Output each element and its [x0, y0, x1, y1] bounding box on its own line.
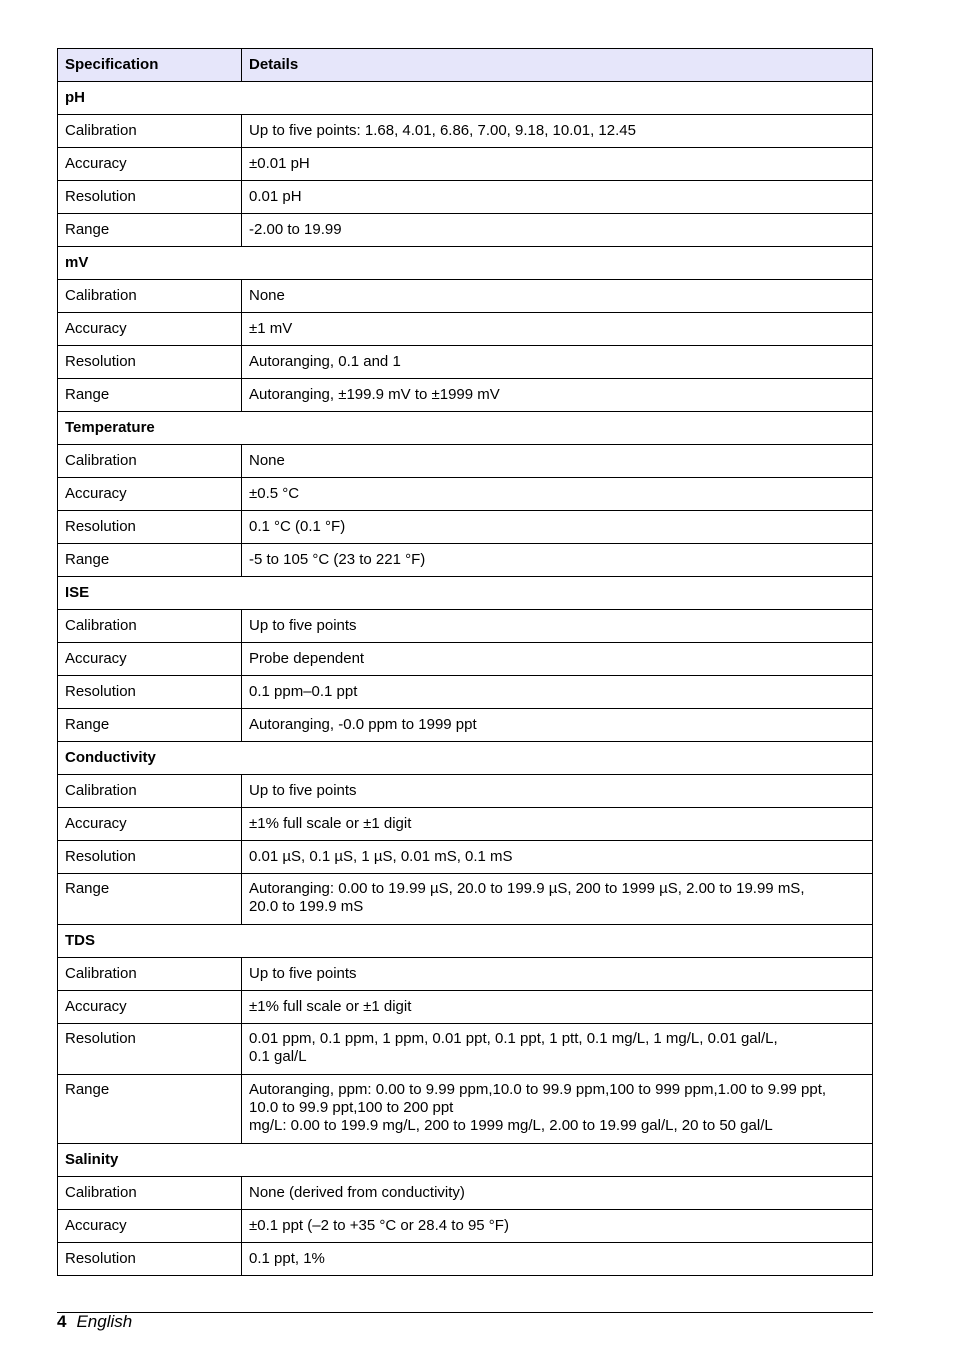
- table-row: [58, 841, 873, 874]
- spec-name-cell: Calibration: [58, 280, 242, 313]
- header-specification: Specification: [58, 49, 242, 82]
- spec-name-cell: Accuracy: [58, 808, 242, 841]
- table-row: [58, 181, 873, 214]
- spec-detail-cell: Up to five points: [242, 775, 873, 808]
- table-row: [58, 1075, 873, 1144]
- section-row-ph: [58, 82, 873, 115]
- spec-name-cell: Accuracy: [58, 991, 242, 1024]
- spec-name-cell: Calibration: [58, 445, 242, 478]
- spec-detail-cell: [242, 1024, 873, 1075]
- table-row: [58, 808, 873, 841]
- spec-detail-cell: 0.1 ppt, 1%: [242, 1243, 873, 1276]
- spec-name-cell: Resolution: [58, 676, 242, 709]
- spec-detail-cell: Autoranging, ±199.9 mV to ±1999 mV: [242, 379, 873, 412]
- table-row: [58, 544, 873, 577]
- spec-detail-cell: -2.00 to 19.99: [242, 214, 873, 247]
- spec-name-cell: Accuracy: [58, 643, 242, 676]
- spec-detail-cell: ±1 mV: [242, 313, 873, 346]
- section-row-conductivity: [58, 742, 873, 775]
- spec-name-cell: Calibration: [58, 1177, 242, 1210]
- spec-detail-cell: ±1% full scale or ±1 digit: [242, 808, 873, 841]
- spec-name-cell: Calibration: [58, 775, 242, 808]
- specifications-table-body: [58, 49, 873, 1276]
- spec-detail-cell: ±0.01 pH: [242, 148, 873, 181]
- spec-detail-line: Autoranging, ppm: 0.00 to 9.99 ppm,10.0 to 99.9 ppm,100 to 999 ppm,1.00 to 9.99 ppt,: [249, 1081, 827, 1098]
- spec-detail-line: 10.0 to 99.9 ppt,100 to 200 ppt: [249, 1099, 454, 1116]
- spec-detail-line: mg/L: 0.00 to 199.9 mg/L, 200 to 1999 mg/L, 2.00 to 19.99 gal/L, 20 to 50 gal/L: [249, 1117, 773, 1134]
- spec-name-cell: Range: [58, 544, 242, 577]
- spec-detail-cell: None: [242, 445, 873, 478]
- page-number: 4: [57, 1312, 67, 1331]
- spec-detail-cell: -5 to 105 °C (23 to 221 °F): [242, 544, 873, 577]
- section-title: TDS: [58, 925, 873, 958]
- table-row: [58, 958, 873, 991]
- spec-detail-line: 20.0 to 199.9 mS: [249, 898, 364, 915]
- table-row: [58, 1024, 873, 1075]
- spec-name-cell: Resolution: [58, 346, 242, 379]
- table-row: [58, 148, 873, 181]
- spec-name-cell: Resolution: [58, 511, 242, 544]
- spec-name-cell: Range: [58, 379, 242, 412]
- spec-name-cell: Calibration: [58, 958, 242, 991]
- section-title: Salinity: [58, 1144, 873, 1177]
- table-row: [58, 115, 873, 148]
- table-row: [58, 445, 873, 478]
- footer-language: English: [76, 1312, 133, 1331]
- section-row-ise: [58, 577, 873, 610]
- table-row: [58, 346, 873, 379]
- spec-detail-cell: Autoranging, -0.0 ppm to 1999 ppt: [242, 709, 873, 742]
- spec-name-cell: Resolution: [58, 1024, 242, 1075]
- spec-detail-cell: Probe dependent: [242, 643, 873, 676]
- table-row: [58, 874, 873, 925]
- section-title: ISE: [58, 577, 873, 610]
- specifications-table: [57, 48, 873, 1276]
- table-row: [58, 1177, 873, 1210]
- section-title: Conductivity: [58, 742, 873, 775]
- spec-detail-line: 0.01 ppm, 0.1 ppm, 1 ppm, 0.01 ppt, 0.1 ppt, 1 ptt, 0.1 mg/L, 1 mg/L, 0.01 gal/L,: [249, 1030, 778, 1047]
- spec-name-cell: Accuracy: [58, 313, 242, 346]
- spec-detail-cell: [242, 874, 873, 925]
- section-row-mv: [58, 247, 873, 280]
- spec-name-cell: Range: [58, 709, 242, 742]
- spec-name-cell: Resolution: [58, 841, 242, 874]
- spec-name-cell: Accuracy: [58, 478, 242, 511]
- header-details: Details: [242, 49, 873, 82]
- table-header-row: [58, 49, 873, 82]
- table-row: [58, 1210, 873, 1243]
- spec-name-cell: Resolution: [58, 1243, 242, 1276]
- spec-detail-cell: ±1% full scale or ±1 digit: [242, 991, 873, 1024]
- table-row: [58, 280, 873, 313]
- spec-detail-line: Autoranging: 0.00 to 19.99 µS, 20.0 to 199.9 µS, 200 to 1999 µS, 2.00 to 19.99 mS,: [249, 880, 805, 897]
- section-title: pH: [58, 82, 873, 115]
- spec-detail-line: 0.1 gal/L: [249, 1048, 307, 1065]
- table-row: [58, 1243, 873, 1276]
- spec-name-cell: Calibration: [58, 610, 242, 643]
- spec-detail-cell: 0.01 pH: [242, 181, 873, 214]
- spec-name-cell: Range: [58, 214, 242, 247]
- table-row: [58, 991, 873, 1024]
- spec-detail-cell: Up to five points: 1.68, 4.01, 6.86, 7.00, 9.18, 10.01, 12.45: [242, 115, 873, 148]
- spec-detail-cell: None: [242, 280, 873, 313]
- spec-detail-cell: Up to five points: [242, 958, 873, 991]
- spec-detail-cell: None (derived from conductivity): [242, 1177, 873, 1210]
- section-row-tds: [58, 925, 873, 958]
- footer-divider: [57, 1312, 873, 1313]
- table-row: [58, 643, 873, 676]
- spec-name-cell: Accuracy: [58, 148, 242, 181]
- spec-detail-cell: Autoranging, 0.1 and 1: [242, 346, 873, 379]
- spec-name-cell: Calibration: [58, 115, 242, 148]
- table-row: [58, 709, 873, 742]
- section-row-salinity: [58, 1144, 873, 1177]
- spec-detail-cell: ±0.1 ppt (–2 to +35 °C or 28.4 to 95 °F): [242, 1210, 873, 1243]
- table-row: [58, 379, 873, 412]
- spec-name-cell: Resolution: [58, 181, 242, 214]
- section-row-temperature: [58, 412, 873, 445]
- section-title: Temperature: [58, 412, 873, 445]
- spec-detail-cell: [242, 1075, 873, 1144]
- table-row: [58, 478, 873, 511]
- spec-detail-cell: 0.01 µS, 0.1 µS, 1 µS, 0.01 mS, 0.1 mS: [242, 841, 873, 874]
- table-row: [58, 214, 873, 247]
- table-row: [58, 775, 873, 808]
- table-row: [58, 511, 873, 544]
- table-row: [58, 676, 873, 709]
- spec-detail-cell: ±0.5 °C: [242, 478, 873, 511]
- table-row: [58, 313, 873, 346]
- spec-name-cell: Range: [58, 1075, 242, 1144]
- page-footer: [57, 1312, 132, 1332]
- spec-name-cell: Range: [58, 874, 242, 925]
- spec-detail-cell: 0.1 ppm–0.1 ppt: [242, 676, 873, 709]
- spec-detail-cell: 0.1 °C (0.1 °F): [242, 511, 873, 544]
- section-title: mV: [58, 247, 873, 280]
- table-row: [58, 610, 873, 643]
- spec-detail-cell: Up to five points: [242, 610, 873, 643]
- spec-name-cell: Accuracy: [58, 1210, 242, 1243]
